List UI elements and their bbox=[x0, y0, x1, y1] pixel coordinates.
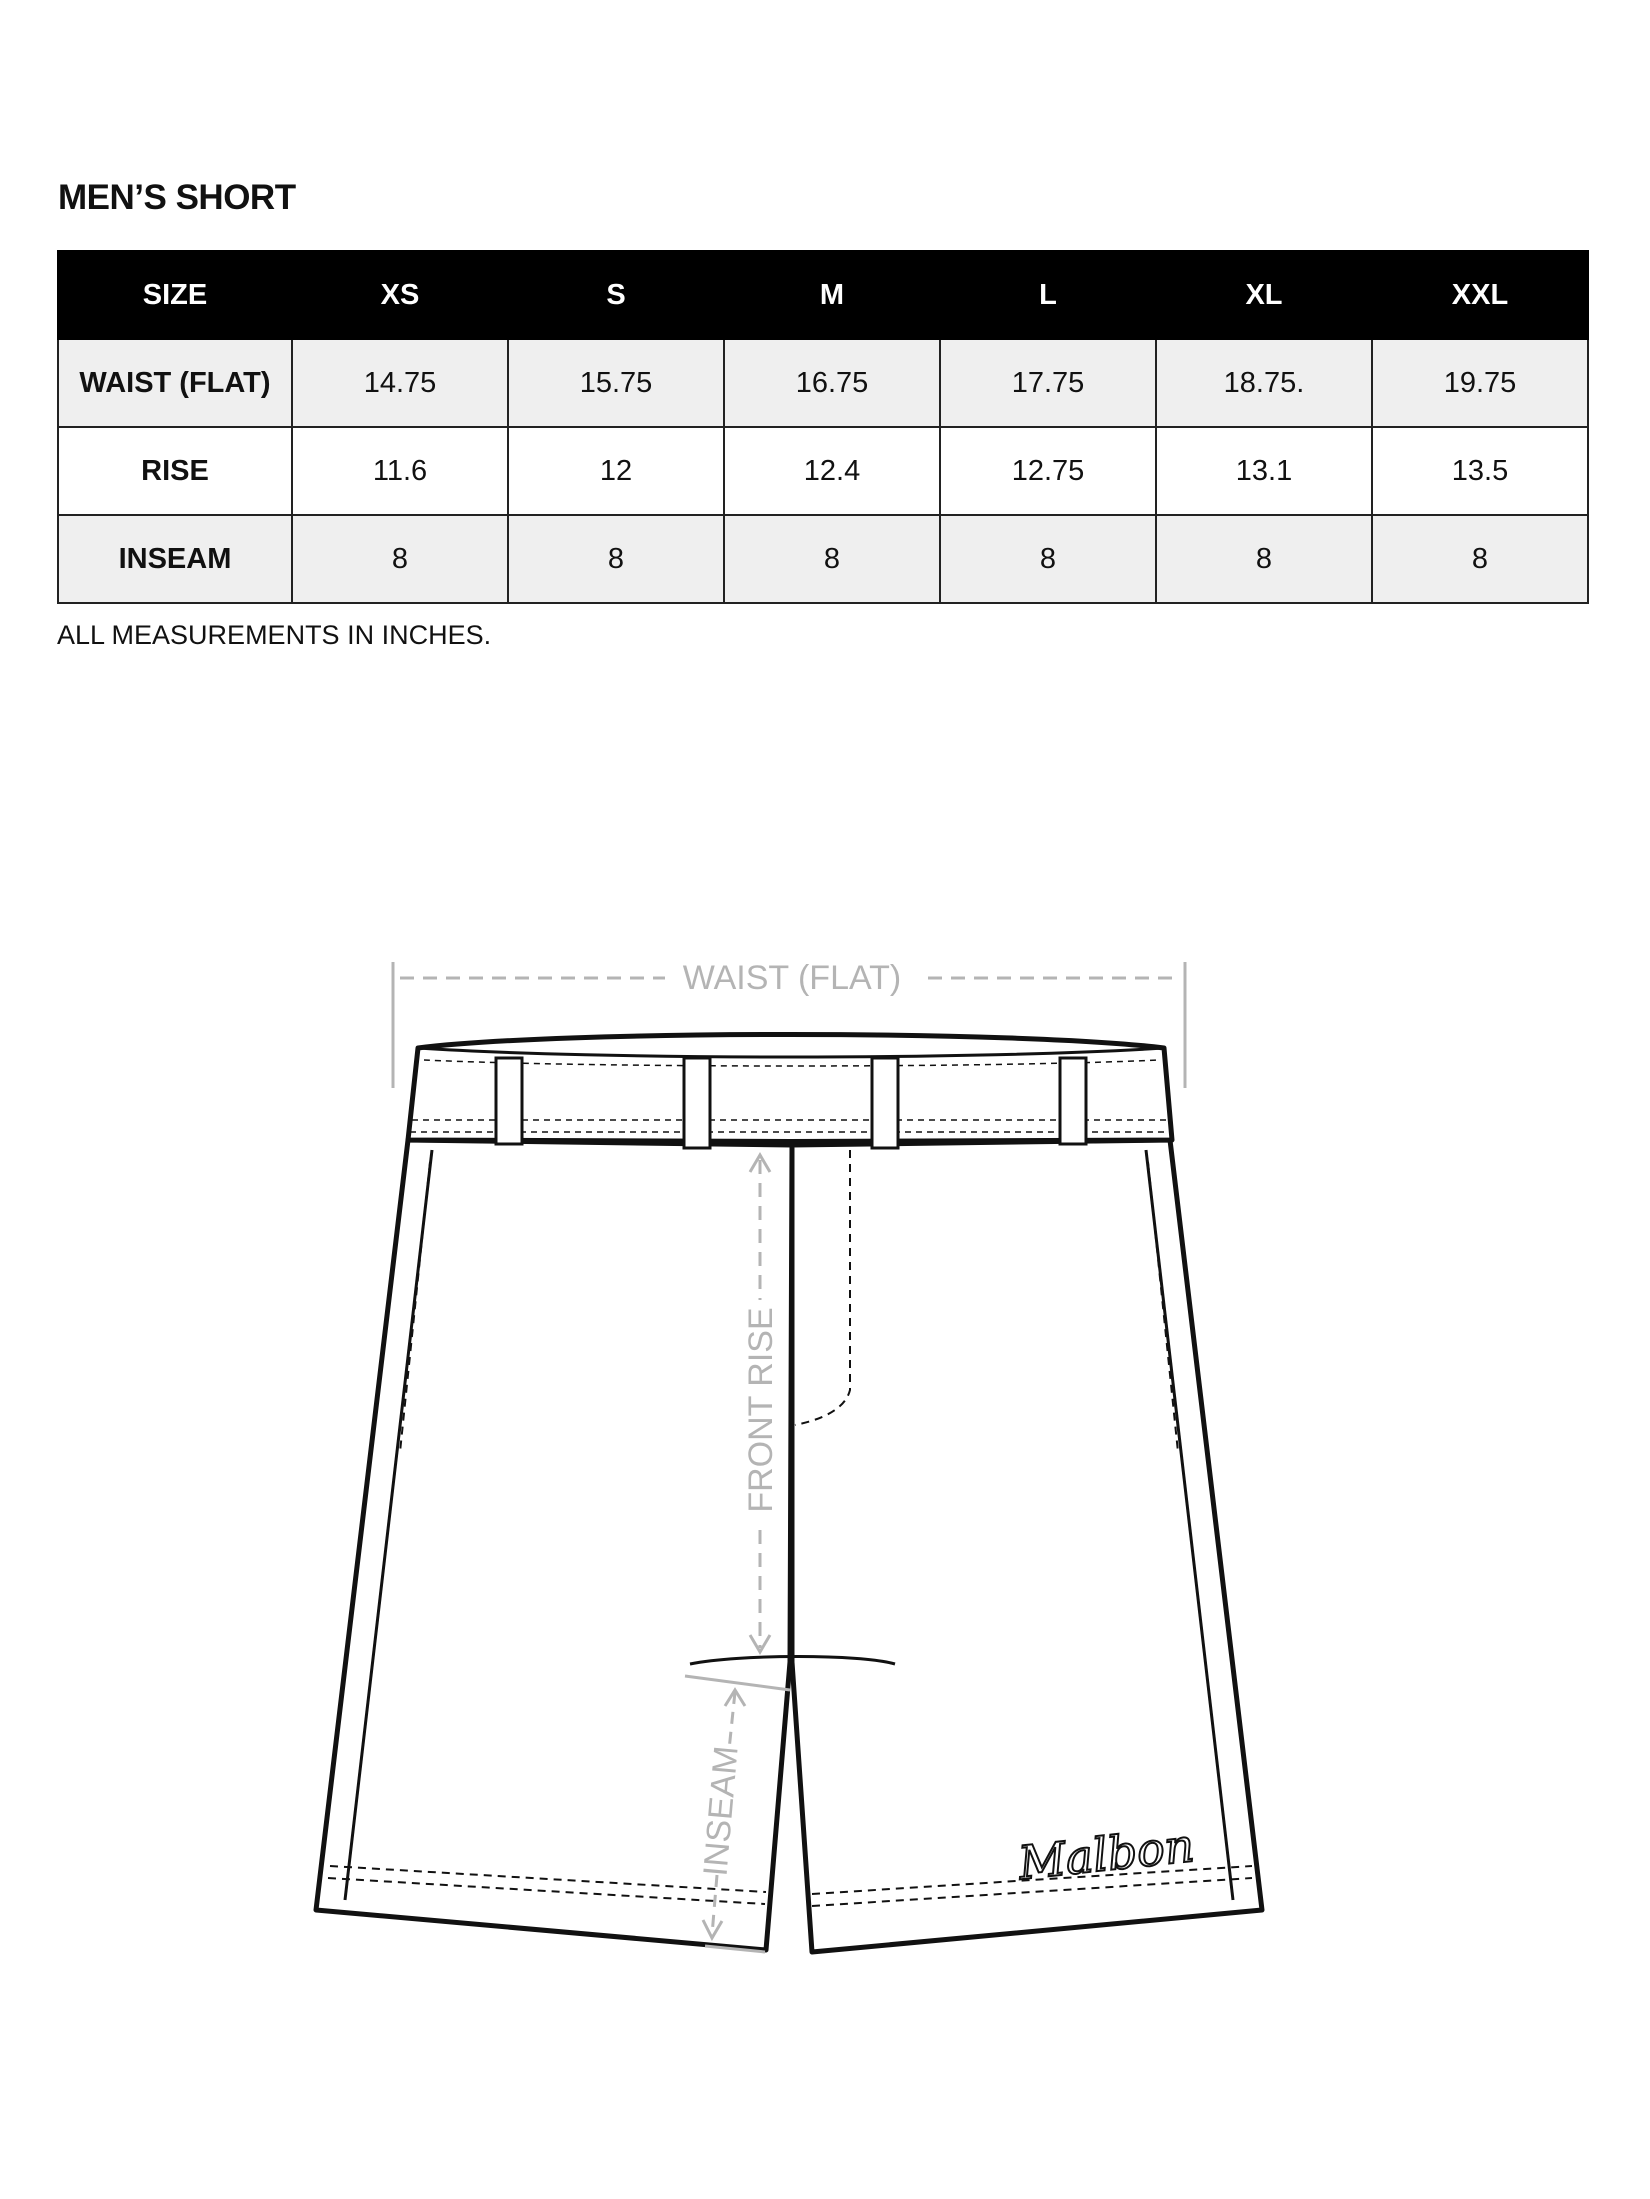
waist-label: WAIST (FLAT) bbox=[682, 959, 902, 997]
inseam-label: INSEAM bbox=[696, 1744, 746, 1878]
table-cell: 12.75 bbox=[940, 427, 1156, 515]
table-cell: 13.5 bbox=[1372, 427, 1588, 515]
column-header: XS bbox=[292, 251, 508, 339]
table-cell: 8 bbox=[508, 515, 724, 603]
table-cell: 8 bbox=[940, 515, 1156, 603]
column-header: L bbox=[940, 251, 1156, 339]
column-header: S bbox=[508, 251, 724, 339]
table-cell: 18.75. bbox=[1156, 339, 1372, 427]
table-cell: 12 bbox=[508, 427, 724, 515]
table-cell: 11.6 bbox=[292, 427, 508, 515]
row-label: WAIST (FLAT) bbox=[58, 339, 292, 427]
front-rise-label: FRONT RISE bbox=[742, 1307, 780, 1513]
page-title: MEN’S SHORT bbox=[58, 178, 296, 217]
column-header: XL bbox=[1156, 251, 1372, 339]
row-label: INSEAM bbox=[58, 515, 292, 603]
table-cell: 12.4 bbox=[724, 427, 940, 515]
table-cell: 16.75 bbox=[724, 339, 940, 427]
column-header: SIZE bbox=[58, 251, 292, 339]
table-cell: 8 bbox=[1156, 515, 1372, 603]
row-label: RISE bbox=[58, 427, 292, 515]
table-cell: 8 bbox=[292, 515, 508, 603]
measurement-note: ALL MEASUREMENTS IN INCHES. bbox=[57, 620, 492, 650]
table-cell: 19.75 bbox=[1372, 339, 1588, 427]
table-cell: 14.75 bbox=[292, 339, 508, 427]
table-cell: 13.1 bbox=[1156, 427, 1372, 515]
table-cell: 17.75 bbox=[940, 339, 1156, 427]
table-cell: 15.75 bbox=[508, 339, 724, 427]
column-header: XXL bbox=[1372, 251, 1588, 339]
shorts-outline bbox=[316, 1035, 1262, 1953]
column-header: M bbox=[724, 251, 940, 339]
table-cell: 8 bbox=[724, 515, 940, 603]
table-cell: 8 bbox=[1372, 515, 1588, 603]
brand-logo: Malbon bbox=[1015, 1818, 1197, 1891]
